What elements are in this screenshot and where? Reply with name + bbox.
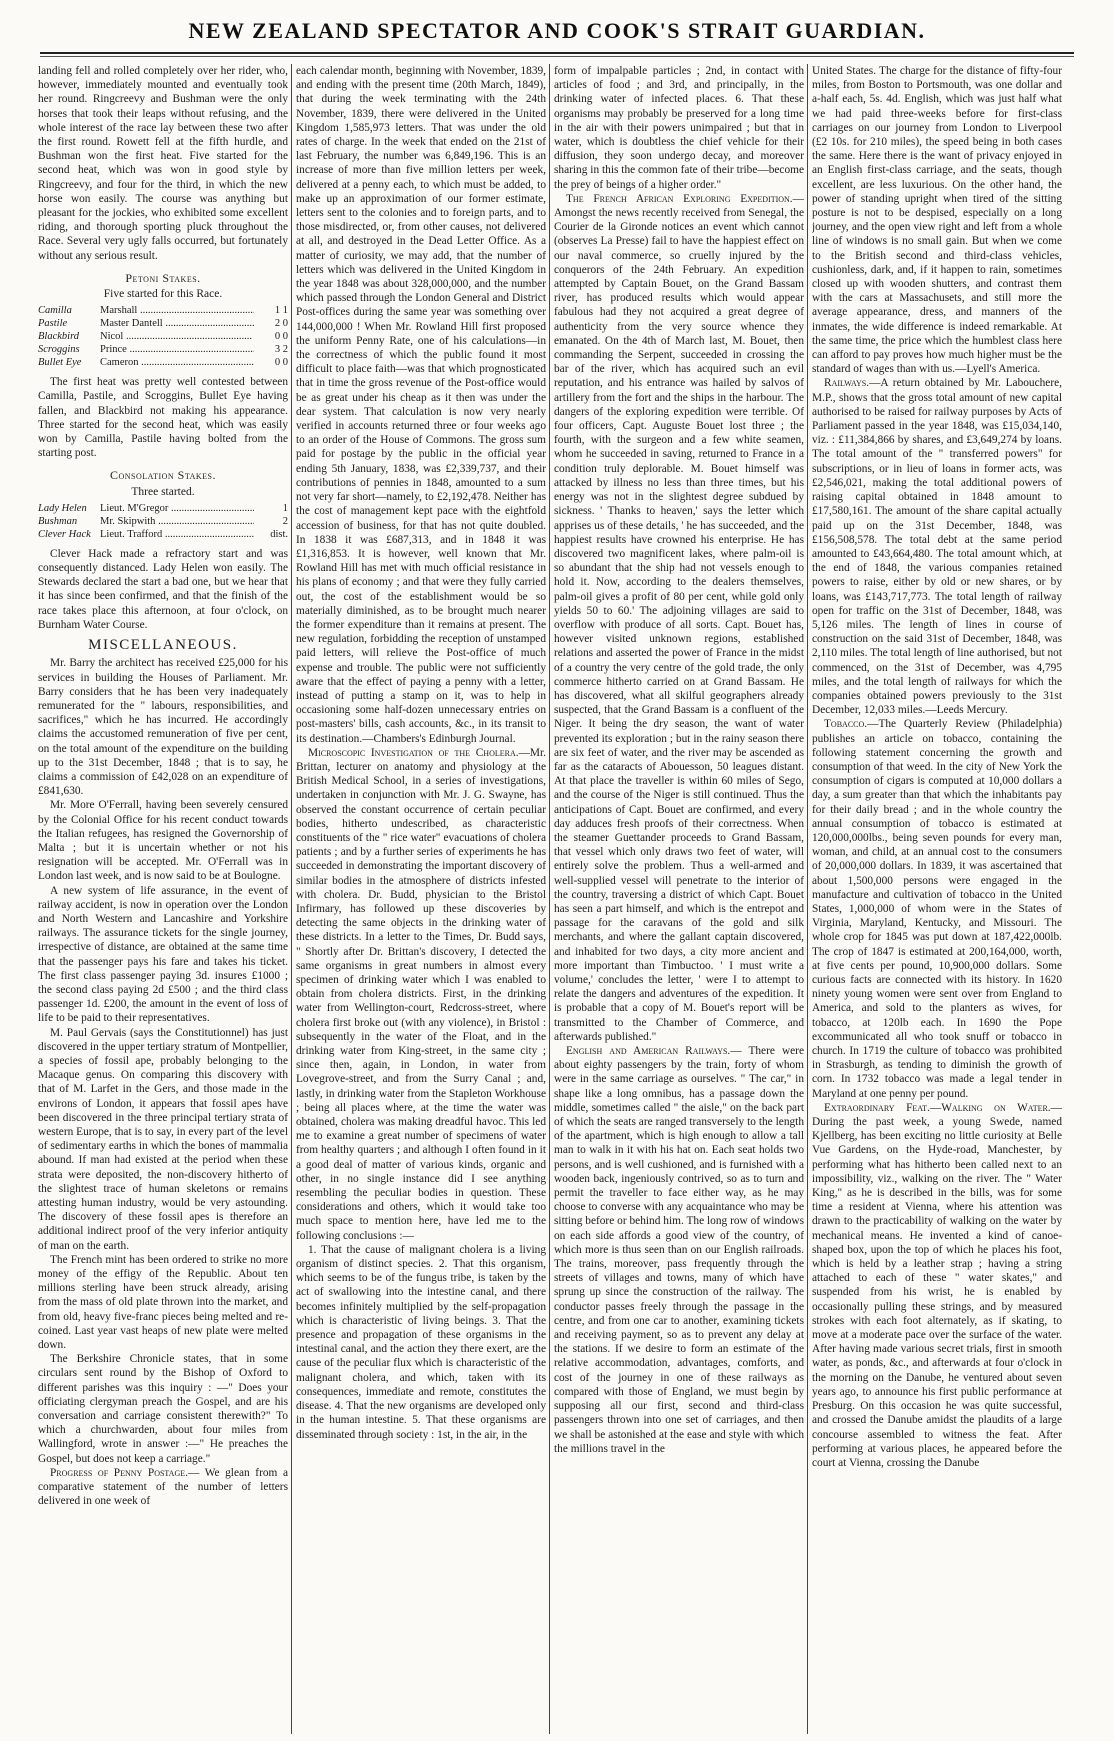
race-report: landing fell and rolled completely over her rider, who, however, immediately mounted and eventually took her round. Ringcreevy and Bushman were the only horses that took their leaps without refusing, and the whole interest of the race lay between these two after the first round. Rowett fell at the fifth hurdle, and Bushman won the first heat. Five started for the second heat, which was won in good style by Ringcreevy, and four for the third, in which the new horse won easily. The course was anything but pleasant for the jockies, who exhibited some excellent riding, and thorough sporting pluck throughout the Race. Several very ugly falls occurred, but fortunately without any serious result. (38, 65, 288, 262)
petoni-stakes-heading: Petoni Stakes. (125, 270, 201, 285)
cholera-conclusions: 1. That the cause of malignant cholera is a living organism of distinct species. 2. That this organism, which seems to be of the fungus tribe, is taken by the act of swallowing into the intestine canal, and there becomes infinitely multiplied by the self-propagation which is characteristic of living beings. 3. That the presence and propagation of these organisms in the intestinal canal, and the action they there exert, are the cause of the peculiar flux which is characteristic of the malignant cholera, and which, taken with its consequences, immediate and remote, constitutes the disease. 4. That the new organisms are developed only in the human intestine. 5. That these organisms are disseminated through society : 1st, in the air, in the (296, 1243, 546, 1441)
article-penny-postage (38, 1466, 288, 1509)
penny-postage-text: — We glean from a comparative statement of the number of letters delivered in one week of (38, 1466, 288, 1508)
railways-return-heading: Railways. (824, 377, 870, 390)
french-expedition-text: — Amongst the news recently received from Senegal, the Courier de la Gironde notices an event which cannot (observes La Presse) fail to have the happiest effect on our naval commerce, so cruelly injured by the conquerors of the 24th February. An expedition attempted by Captain Bouet, on the Grand Bassam river, has produced results which would appear fabulous had they not acquired a great degree of authenticity from the very source whence they emanated. On the 4th of March last, M. Bouet, then commanding the Serpent, succeeded in crossing the bar of the river, which has acquired such an evil reputation, and his entrance was hailed by salvos of artillery from the fort and the ships in the harbour. The dangers of the exploring expedition were terrible. Of four officers, Capt. Auguste Bouet lost three ; the fourth, with the surgeon and a few white seamen, whom he succeeded in saving, returned to France in a condition truly deplorable. M. Bouet himself was attacked by illness no less than three times, but his energy was not in the slightest degree subdued by sickness. ' Thanks to heaven,' says the letter which apprises us of these details, ' he has succeeded, and the happiest results have crowned his enterprise. He has discovered two magnificent lakes, where palm-oil is so abundant that the ship had not vessels enough to hold it. Now, according to the dealers themselves, palm-oil gives a profit of 80 per cent, while gold only yields 50 to 60.' The adjoining villages are said to overflow with produce of all sorts. Capt. Bouet has, however visited unknown regions, established relations and asserted the power of France in the midst of a country the very centre of the gold trade, the only commerce hitherto carried on at Grand Bassam. He has discovered, what all skilful geographers already suspected, that the Grand Bassam is a confluent of the Niger. It being the dry season, the want of water prevented its exploration ; but in the rainy season there are six feet of water, and the river may be ascended as far as the cataracts of Abouesson, 50 leagues distant. At that place the traveller is within 60 miles of Sego, and the course of the Niger is still continued. Thus the anticipations of Capt. Bouet are confirmed, and every day adduces fresh proofs of their correctness. When the steamer Guettander proceeds to Grand Bassam, that vessel which only draws two feet of water, will entirely solve the problem. Thus a well-armed and well-supplied vessel will penetrate to the interior of the country, traversing a district of which Capt. Bouet has seen a part himself, and which is the entrepot and passage for the caravans of the gold and silk merchants, and where the gallant captain discovered, and inhabited for two days, a city more ancient and more important than Timbuctoo. ' I must write a volume,' concludes the letter, ' were I to attempt to relate the dangers and adventures of the expedition. It is probable that a copy of M. Bouet's report will be transmitted to the Chamber of Commerce, and afterwards published." (554, 192, 804, 1043)
cholera-heading: Microscopic Investigation of the Cholera. (308, 746, 519, 759)
column-2 (296, 64, 546, 1734)
race-entry: Scroggins Prince ..... 3 2 (38, 343, 288, 356)
masthead-rule (40, 52, 1074, 54)
article-french-expedition (554, 192, 804, 1044)
race-entry: Bushman Mr. Skipwith ..... 2 (38, 515, 288, 528)
railways-return-text: —A return obtained by Mr. Labouchere, M.P., shows that the gross total amount of new capital authorised to be raised for railway purposes by Acts of Parliament passed in the year 1848, was £15,034,140, viz. : £11,384,866 by shares, and £3,649,274 by loans. The total amount of the " transferred powers" for subscriptions, or in lieu of loans in former acts, was £2,546,021, making the total additional powers of raising capital obtained in 1848 amount to £17,580,161. The amount of the share capital actually paid up on the 31st December, 1848, was £156,508,578. The total debt at the same period amounted to £43,664,480. The total amount which, at the end of 1848, the various companies retained powers to raise, either by old or new shares, or by loans, was £143,717,773. The total length of railway open for traffic on the 31st of December, 1848, was 5,126 miles. The length of lines in course of construction on the said 31st of December, 1848, was 2,110 miles. The total length of line authorised, but not commenced, on the 31st of December, was 4,795 miles, and the total length of railways for which the companies obtained powers previously to the 31st December, 12,033 miles.—Leeds Mercury. (812, 377, 1062, 717)
railways-text: — There were about eighty passengers by the train, forty of whom were in the same carriage as ourselves. " The car," in shape like a long omnibus, has a passage down the middle, sometimes called " the aisle," on the back part of which the seats are ranged transversely to the length of the apartment, which is high enough to allow a tall man to walk in it with his hat on. Each seat holds two persons, and is well cushioned, and is furnished with a wooden back, ingeniously contrived, so as to turn and permit the traveller to face either way, as he may choose to converse with any acquaintance who may be sitting before or behind him. The long row of windows on each side affords a good view of the country, of which more is thus seen than on our English railroads. The trains, moreover, pass frequently through the streets of villages and towns, many of which have sprung up since the construction of the railway. The conductor passes freely through the passage in the centre, and from one car to another, examining tickets and receiving payment, so as to prevent any delay at the stations. If we desire to form an estimate of the relative accommodation, advantages, comforts, and cost of the journey in one of these railways as compared with those of England, we must begin by supposing all our first, second and third-class passengers thrown into one set of carriages, and then we shall be astonished at the ease and style with which the millions travel in the (554, 1045, 804, 1455)
race-entry: Lady Helen Lieut. M'Gregor ..... 1 (38, 502, 288, 515)
masthead: NEW ZEALAND SPECTATOR AND COOK'S STRAIT GUARDIAN. (188, 18, 926, 43)
article-walking-on-water (812, 1101, 1062, 1470)
petoni-stakes-subheading: Five started for this Race. (103, 288, 223, 301)
railways-continued: United States. The charge for the distance of fifty-four miles, from Boston to Portsmouth, was one dollar and a-half each, 5s. 4d. English, which was just half what we had paid three-weeks before for first-class carriages on our journey from London to Liverpool (£2 10s. for 210 miles), the speed being in both cases the same. Here there is the want of privacy enjoyed in an English first-class carriage, and the seats, though excellent, are less luxurious. On the other hand, the power of standing upright when tired of the sitting posture is not to be despised, especially on a long journey, and the open view right and left from a whole line of windows is no small gain. But when we come to the British second and third-class vehicles, cushionless, dark, and, if it happen to rain, sometimes closed up with wooden shutters, and contrast them with the cars at Massachusets, and still more the average appearance, dress, and manners of the inmates, the wide difference is indeed remarkable. At the same time, the price which the humblest class here can afford to pay proves how much higher must be the standard of wages than with us.—Lyell's America. (812, 65, 1062, 376)
walking-on-water-text: —During the past week, a young Swede, named Kjellberg, has been exciting no little curiosity at Belle Vue Gardens, on the Hyde-road, Manchester, by performing what has hitherto been called next to an impossibility, viz., walking on the river. The " Water King," as he is described in the bills, was for some time a resident at Vienna, where his attention was drawn to the practicability of walking on the water by mechanical means. He invented a kind of canoe-shaped box, upon the top of which he places his foot, which is held by a leather strap ; having a string attached to each of these " water skates," and suspended from his wrist, he is enabled by occasionally pulling these strings, and by measured strokes with each foot alternately, as if skating, to move at a moderate pace over the surface of the water. After having made various secret trials, first in smooth water, as ponds, &c., and afterwards at four o'clock in the morning on the Danube, he ventured about seven years ago, to announce his first public performance at Presburg. On this occasion he was quite successful, and crossed the Danube amidst the plaudits of a large concourse assembled to witness the feat. After performing at various places, he appeared before the court at Vienna, crossing the Danube (812, 1101, 1062, 1469)
article-tobacco (812, 717, 1062, 1100)
article-oferrall: Mr. More O'Ferrall, having been severely censured by the Colonial Office for his recent conduct towards the Italian refugees, has resigned the Governorship of Malta ; but it is uncertain whether or not his resignation will be accepted. Mr. O'Ferrall was in London last week, and is now said to be at Boulogne. (38, 799, 288, 883)
cholera-text: —Mr. Brittan, lecturer on anatomy and physiology at the British Medical School, in a series of investigations, undertaken in conjunction with Mr. J. G. Swayne, has observed the constant occurrence of certain peculiar bodies, hitherto undescribed, as characteristic constituents of the " rice water" evacuations of cholera patients ; and by a further series of experiments he has succeeded in demonstrating the important discovery of similar bodies in the atmosphere of districts infested with cholera. Dr. Budd, physician to the Bristol Infirmary, has followed up these discoveries by detecting the same objects in the drinking water of these districts. In a letter to the Times, Dr. Budd says, " Shortly after Dr. Brittan's discovery, I detected the same organisms in great numbers in almost every specimen of drinking water which I was enabled to obtain from cholera districts. First, in the drinking water from Wellington-court, Redcross-street, where cholera first broke out (with any violence), in Bristol : subsequently in the water of the Float, and in the drinking water from King-street, in the same city ; since then, again, in London, in water from Lovegrove-street, and from the Surry Canal ; and, lastly, in drinking water from the Stapleton Workhouse ; being all places where, at the time the water was obtained, cholera was making dreadful havoc. This led me to examine a great number of specimens of water from healthy quarters ; and although I often found in it a good deal of matter of various kinds, organic and other, in no single instance did I see anything resembling the peculiar bodies in question. These considerations and others, which it would take too much space to mention here, have led me to the following conclusions :— (296, 746, 546, 1242)
race-entry: Blackbird Nicol ..... 0 0 (38, 330, 288, 343)
tobacco-text: —The Quarterly Review (Philadelphia) publishes an article on tobacco, containing the following statement concerning the growth and consumption of that weed. In the city of New York the consumption of cigars is computed at 10,000 dollars a day, a sum greater than that which the inhabitants pay for their daily bread ; and in the whole country the annual consumption of tobacco is estimated at 120,000,000lbs., being seven pounds for every man, woman, and child, at an annual cost to the consumers of 20,000,000 dollars. In 1839, it was ascertained that about 1,500,000 persons were engaged in the manufacture and cultivation of tobacco in the United States, 1,000,000 of whom were in the States of Virginia, Maryland, Kentucky, and Missouri. The whole crop for 1845 was put down at 187,422,000lb. The crop of 1847 is estimated at 200,164,000, worth, at five cents per pound, 10,900,000 dollars. Some curious facts are connected with its history. In 1620 ninety young women were sent over from England to America, and sold to the planters as wives, for tobacco, at 120lb each. In 1690 the Pope excommunicated all who took snuff or tobacco in church. In 1719 the culture of tobacco was prohibited in Strasburgh, as tending to diminish the growth of corn. In 1732 tobacco was made a legal tender in Maryland at one penny per pound. (812, 718, 1062, 1100)
article-railways-return (812, 376, 1062, 717)
article-barry: Mr. Barry the architect has received £25,000 for his services in building the Houses of Parliament. Mr. Barry considers that he has been very inadequately remunerated for the " labours, responsibilities, and sacrifices," which he has incurred. He accordingly claims the accustomed remuneration of five per cent, on the total amount of the expenditure on the building up to the 31st December, 1848 ; that is to say, he claims a commission of £42,028 on an expenditure of £841,630. (38, 657, 288, 798)
walking-on-water-heading: Extraordinary Feat.—Walking on Water. (824, 1101, 1051, 1114)
french-expedition-heading: The French African Exploring Expedition. (566, 192, 793, 205)
petoni-entries (38, 304, 288, 369)
petoni-report: The first heat was pretty well contested between Camilla, Pastile, and Scroggins, Bullet Eye having fallen, and Blackbird not making his appearance. Three started for the second heat, which was easily won by Camilla, Pastile having bolted from the starting post. (38, 376, 288, 460)
cholera-continued: form of impalpable particles ; 2nd, in contact with articles of food ; and 3rd, and principally, in the drinking water of infected places. 6. That these organisms may probably be preserved for a long time in the air with their powers unimpaired ; but that in water, which is doubtless the chief vehicle for their diffusion, they soon undergo decay, and moreover sharing in this the common fate of their tribe—become the prey of beings of a higher order." (554, 65, 804, 191)
article-berkshire: The Berkshire Chronicle states, that in some circulars sent round by the Bishop of Oxford to different parishes was this inquiry : —" Does your officiating clergyman preach the Gospel, and are his conversation and carriage consistent therewith?" To which a churchwarden, about four miles from Wallingford, wrote in answer :—" He preaches the Gospel, but does not keep a carriage." (38, 1353, 288, 1465)
article-cholera (296, 746, 546, 1243)
miscellaneous-heading: MISCELLANEOUS. (88, 637, 238, 654)
column-divider (807, 64, 808, 1734)
race-entry: Clever Hack Lieut. Trafford ..... dist. (38, 528, 288, 541)
article-railways-english-american (554, 1044, 804, 1456)
column-divider (291, 64, 292, 1734)
consolation-entries (38, 502, 288, 541)
masthead-rule-thin (40, 56, 1074, 57)
column-divider (549, 64, 550, 1734)
column-1 (38, 64, 288, 1734)
consolation-stakes-subheading: Three started. (131, 485, 195, 498)
race-entry: Pastile Master Dantell ..... 2 0 (38, 317, 288, 330)
article-fossil-ape: M. Paul Gervais (says the Constitutionnel) has just discovered in the upper tertiary stratum of Montpellier, a species of fossil ape, probably belonging to the Macaque genus. On comparing this discovery with that of M. Larfet in the Gers, and those made in the environs of London, it appears that fossil apes have been discovered in the three principal tertiary strata of western Europe, that is to say, in every part of the level of sedimentary earths in which the bones of mammalia abound. If man had existed at the period when these strata were deposited, the non-discovery hitherto of the slightest trace of human skeletons or remains attesting human industry, would be very astounding. The discovery of these fossil apes is therefore an additional indirect proof of the very inferior antiquity of man on the earth. (38, 1026, 288, 1252)
consolation-report: Clever Hack made a refractory start and was consequently distanced. Lady Helen won easily. The Stewards declared the start a bad one, but we hear that it has since been confirmed, and that the finish of the race takes place this afternoon, at four o'clock, on Burnham Water Course. (38, 547, 288, 631)
penny-postage-heading: Progress of Penny Postage. (50, 1466, 188, 1479)
article-french-mint: The French mint has been ordered to strike no more money of the effigy of the Republic. About ten millions sterling have been struck already, arising from the mass of old plate thrown into the market, and from old, heavy five-franc pieces being melted and re-coined. Last year vast heaps of new plate were melted down. (38, 1253, 288, 1352)
column-4 (812, 64, 1062, 1734)
tobacco-heading: Tobacco. (824, 718, 868, 731)
railways-heading: English and American Railways. (566, 1045, 731, 1058)
consolation-stakes-heading: Consolation Stakes. (110, 468, 216, 483)
race-entry: Bullet Eye Cameron ..... 0 0 (38, 356, 288, 369)
race-entry: Camilla Marshall ..... 1 1 (38, 304, 288, 317)
article-assurance: A new system of life assurance, in the event of railway accident, is now in operation over the London and North Western and Lancashire and Yorkshire railways. The assurance tickets for the single journey, irrespective of distance, are obtained at the same time that the passenger pays his fare and takes his ticket. The first class passenger paying 3d. insures £1000 ; the second class paying 2d £500 ; and the third class passenger 1d. £200, the amount in the event of loss of life to be paid to their representatives. (38, 884, 288, 1025)
penny-postage-continued: each calendar month, beginning with November, 1839, and ending with the present time (20th March, 1849), that during the week terminating with the 24th November, 1839, there were delivered in the United Kingdom 1,585,973 letters. That was under the old rates of charge. In the week that ended on the 21st of last February, the number was 6,849,196. This is an increase of more than five million letters per week, delivered at a penny each, to which must be added, to make up an approximation of our former estimate, letters sent to the colonies and to foreign parts, and to those misdirected, or, from other causes, not delivered at all, and destroyed in the Dead Letter Office. As a matter of curiosity, we may add, that the number of letters which was delivered in the United Kingdom in the year 1848 was about 328,000,000, and the number which passed through the London General and District Post-offices during the same year was something over 144,000,000 ! When Mr. Rowland Hill first proposed the uniform Penny Rate, one of his calculations—in the correctness of which the public found it most difficult to place faith—was that which prognosticated that in time the gross revenue of the Post-office would be as great under his cheap as it then was under the dear system. That calculation is now very nearly verified in accounts returned three or four weeks ago to an order of the House of Commons. The gross sum paid for postage by the public in the official year ending 5th January, 1838, was £2,339,737, and their contributions of pennies in 1848, amounted to a sum not very far short—namely, to £2,192,478. Neither has the cost of management kept pace with the eightfold accession of business, for that has not quite doubled. In 1838 it was £687,313, and in 1848 it was £1,316,853. It is however, well known that Mr. Rowland Hill has met with much official resistance in his plans of economy ; and that were they fully carried out, the cost of the establishment would be so materially diminished, as to be brought much nearer the former expenditure than it remains at present. The new regulation, forbidding the reception of unstamped paid letters, will relieve the Post-office of much expense and trouble. The public were not sufficiently aware that the effect of paying a penny with a letter, instead of putting a stamp on it, was to help in occasioning some half-dozen unnecessary entries on post-masters' bills, cash accounts, &c., in its transit to its destination.—Chambers's Edinburgh Journal. (296, 65, 546, 745)
column-3 (554, 64, 804, 1734)
